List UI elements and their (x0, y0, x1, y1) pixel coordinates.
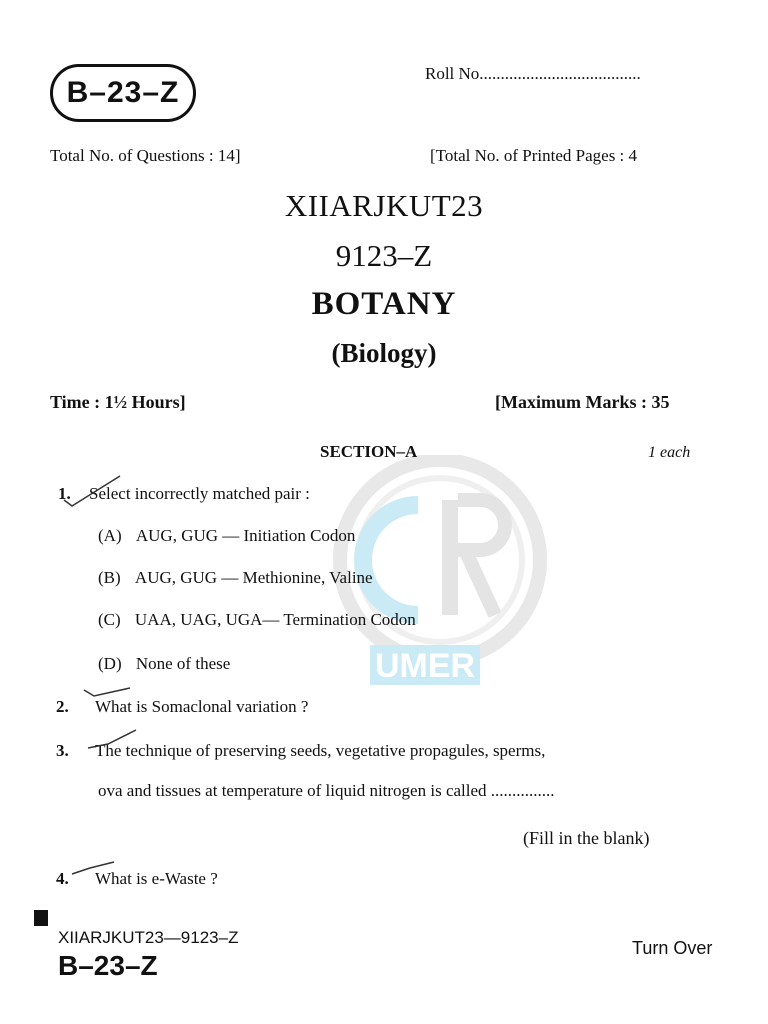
total-pages: [Total No. of Printed Pages : 4 (430, 146, 638, 165)
option-label: (B) (98, 568, 121, 587)
roll-number-field: Roll No...................................... (425, 64, 641, 83)
question-number: 1. (58, 484, 71, 503)
total-questions: Total No. of Questions : 14] (50, 146, 241, 165)
question-text: What is e-Waste ? (95, 869, 218, 888)
question-number: 2. (56, 697, 69, 716)
option-text: None of these (135, 654, 231, 673)
registration-mark (34, 910, 48, 926)
paper-code-badge: B–23–Z (50, 64, 196, 122)
question-3-continued: ova and tissues at temperature of liquid nitrogen is called ............... (98, 781, 555, 800)
question-number: 4. (56, 869, 69, 888)
option-label: (A) (98, 526, 122, 545)
subject-subtitle: (Biology) (331, 338, 437, 368)
option-d (98, 654, 230, 674)
question-text: The technique of preserving seeds, vegetative propagules, sperms, (95, 741, 546, 760)
section-title: SECTION–A (320, 442, 418, 461)
footer-code: XIIARJKUT23—9123–Z (58, 928, 239, 947)
subject-title: BOTANY (311, 286, 457, 322)
fill-in-blank-note: (Fill in the blank) (523, 828, 650, 848)
tick-mark-icon (70, 860, 130, 880)
option-a (98, 526, 355, 546)
option-text: AUG, GUG — Methionine, Valine (134, 568, 373, 587)
tick-mark-icon (80, 684, 140, 710)
option-label: (D) (98, 654, 122, 673)
question-number: 3. (56, 741, 69, 760)
maximum-marks: [Maximum Marks : 35 (495, 392, 670, 412)
exam-code: XIIARJKUT23 (284, 188, 484, 223)
option-label: (C) (98, 610, 121, 629)
turn-over-note: Turn Over (632, 938, 713, 958)
question-text: Select incorrectly matched pair : (89, 484, 310, 503)
time-allowed: Time : 1½ Hours] (50, 392, 186, 412)
footer-paper-code: B–23–Z (58, 950, 158, 981)
exam-subcode: 9123–Z (335, 238, 433, 273)
option-text: UAA, UAG, UGA— Termination Codon (134, 610, 416, 629)
tick-mark-icon (60, 470, 130, 510)
tick-mark-icon (84, 728, 144, 754)
section-marks: 1 each (648, 444, 691, 461)
option-c (98, 610, 416, 630)
watermark-text: UMER (374, 647, 476, 685)
option-text: AUG, GUG — Initiation Codon (135, 526, 356, 545)
option-b (98, 568, 373, 588)
question-text: What is Somaclonal variation ? (95, 697, 309, 716)
